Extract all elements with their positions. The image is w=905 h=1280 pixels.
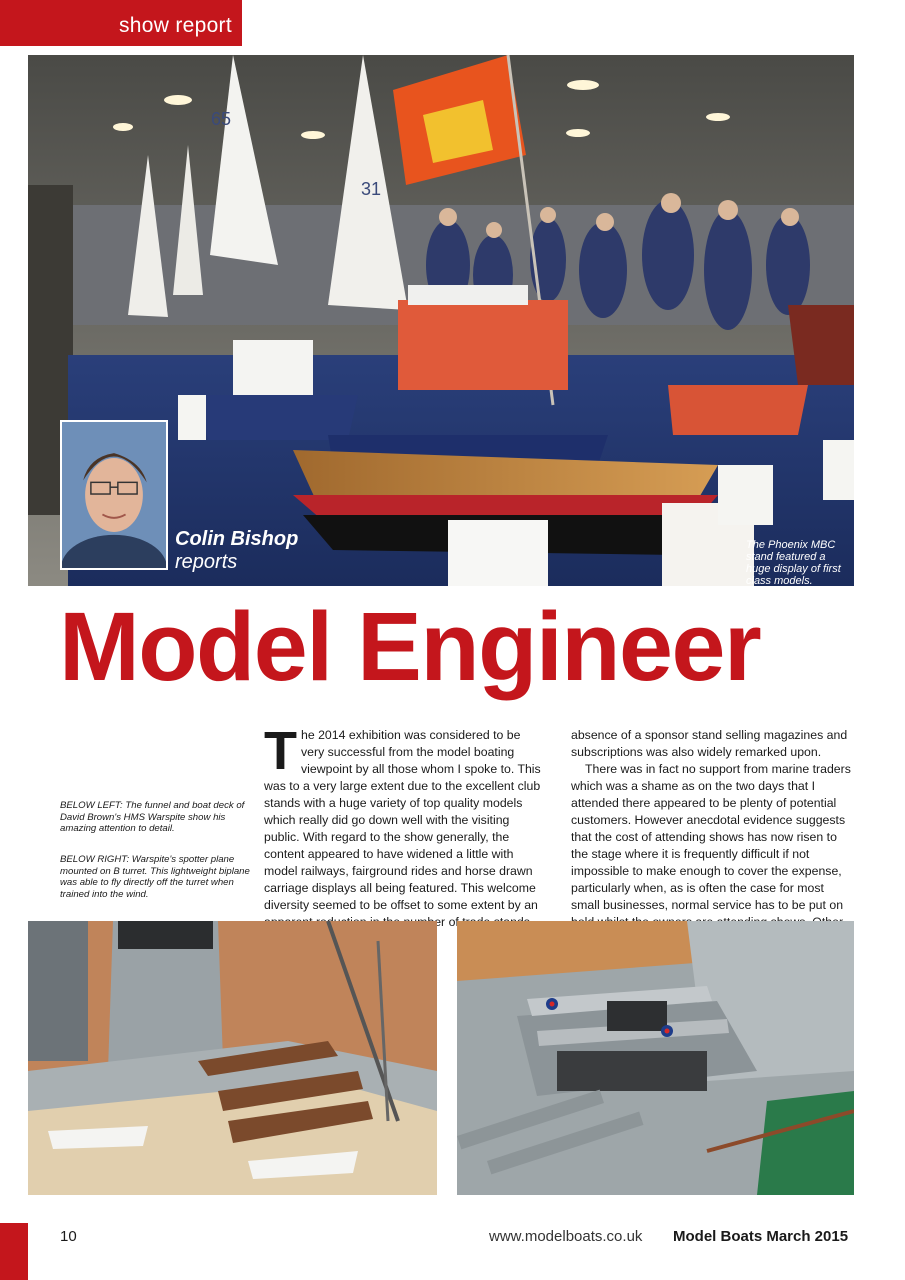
article-paragraph-1-text: he 2014 exhibition was considered to be very successful from the model boating viewpoint by all those whom I spoke to. This was to a very large extent due to the excellent club stands with a huge variety of top quality models which really did go down well with the visiting public. With regard to the show generally, the content appeared to have widened a little with model railways, fairground rides and horse drawn carriage displays all being featured. This welcome diversity seemed to be offset to some extent by an of: [264, 728, 541, 929]
footer-accent-bar: [0, 1223, 28, 1280]
sail-number-2: 31: [361, 179, 382, 199]
section-tab: [0, 0, 242, 46]
footer-url[interactable]: www.modelboats.co.uk: [489, 1228, 643, 1245]
author-portrait: [60, 420, 168, 570]
headline: Model Engineer: [59, 592, 761, 701]
byline-author-name: Colin Bishop: [175, 528, 299, 550]
article-paragraph-1: [264, 721, 546, 948]
caption-below-right: BELOW RIGHT: Warspite's spotter plane mounted on B turret. This lightweight biplane was able to fly directly off the turret when trained into the wind.: [60, 854, 250, 900]
photo-warspite-spotter-plane: [457, 921, 854, 1195]
caption-below-left: BELOW LEFT: The funnel and boat deck of David Brown's HMS Warspite show his amazing attention to detail.: [60, 800, 245, 834]
photo-warspite-funnel: [28, 921, 437, 1195]
footer-magazine-issue: Model Boats March 2015: [673, 1228, 849, 1245]
dropcap: T: [264, 721, 297, 781]
photo-warspite-spotter-plane-image: [457, 921, 854, 1195]
article-column-2: [571, 727, 853, 931]
photo-warspite-funnel-image: [28, 921, 437, 1195]
article-paragraph-2: There was in fact no support from marine traders which was a shame as on the two days that I attended there appeared to be plenty of potential customers. However anecdotal evidence suggests that the cost of attending shows has now risen to the stage where it is frequently difficult if not impossible to make enough to cover the expense, particularly when, as is often the case for most small businesses, normal service has to be put on: [571, 762, 851, 912]
page-number: 10: [60, 1228, 77, 1245]
byline-reports: reports: [175, 551, 238, 573]
section-label: show report: [118, 14, 232, 37]
article-column-1: [264, 721, 546, 948]
article-paragraph-1-continued: absence of a sponsor stand selling magazines and subscriptions was also widely remarked upon.: [571, 728, 848, 759]
hero-caption: The Phoenix MBC stand featured a huge display of first class models.: [746, 539, 841, 587]
author-portrait-image: [62, 422, 166, 568]
sail-number-1: 65: [211, 109, 232, 129]
